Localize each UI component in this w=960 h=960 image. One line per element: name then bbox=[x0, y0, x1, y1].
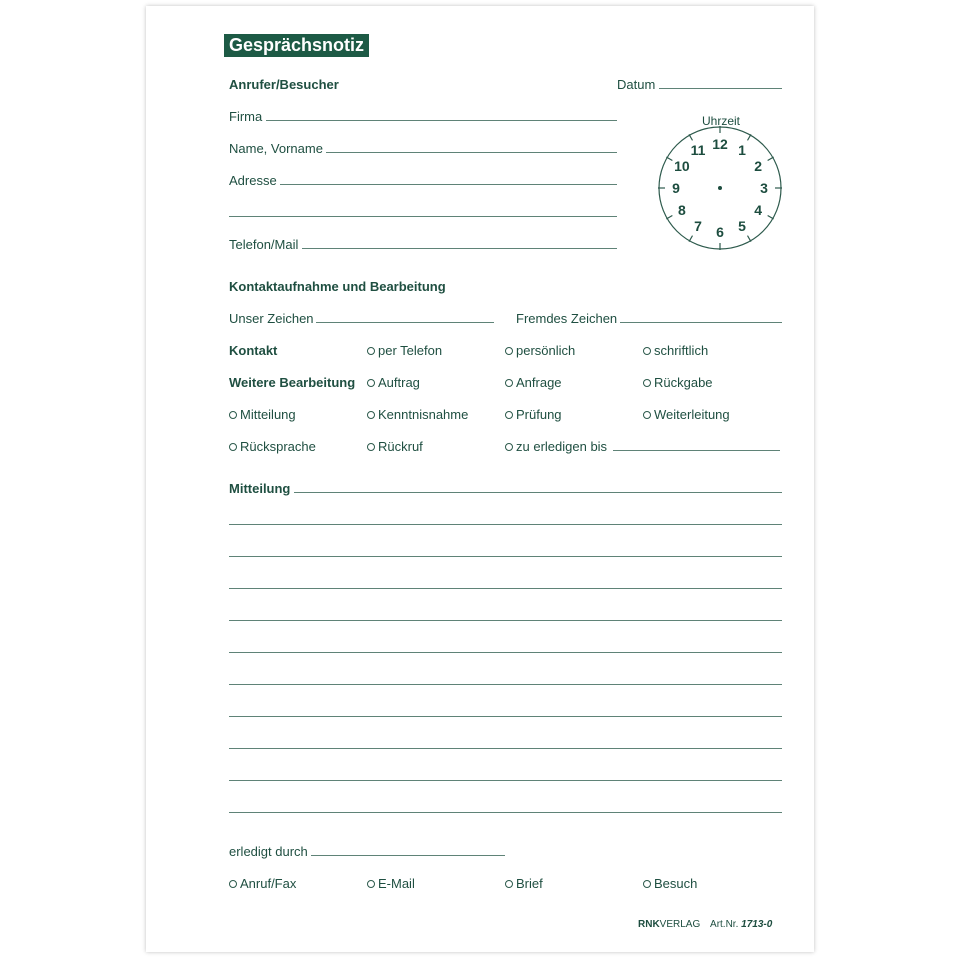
clock-tick bbox=[666, 157, 672, 161]
weitere-option-rueckruf[interactable] bbox=[367, 439, 423, 454]
clock-number-11: 11 bbox=[690, 141, 706, 158]
telefon-label: Telefon/Mail bbox=[229, 237, 299, 252]
erledigt-field-line[interactable] bbox=[311, 855, 505, 856]
option-label: E-Mail bbox=[378, 876, 415, 891]
unser-zeichen-field-line[interactable] bbox=[316, 322, 494, 323]
option-label: Mitteilung bbox=[240, 407, 296, 422]
clock-label: Uhrzeit bbox=[701, 114, 741, 128]
weitere-option-zu-erledigen[interactable] bbox=[505, 439, 607, 454]
kontakt-label: Kontakt bbox=[229, 343, 278, 358]
radio-icon[interactable] bbox=[505, 379, 513, 387]
adresse-field-line-2[interactable] bbox=[229, 216, 617, 217]
radio-icon[interactable] bbox=[505, 880, 513, 888]
clock-tick bbox=[748, 236, 752, 242]
done-option-anruf-fax[interactable] bbox=[229, 876, 296, 891]
clock-number-8: 8 bbox=[677, 202, 686, 218]
message-line[interactable] bbox=[229, 556, 782, 557]
message-line[interactable] bbox=[229, 812, 782, 813]
adresse-label: Adresse bbox=[229, 173, 277, 188]
kontakt-option-schriftlich[interactable] bbox=[643, 343, 708, 358]
radio-icon[interactable] bbox=[643, 379, 651, 387]
date-field-line[interactable] bbox=[659, 88, 782, 89]
option-label: Prüfung bbox=[516, 407, 562, 422]
weitere-option-anfrage[interactable] bbox=[505, 375, 562, 390]
clock-tick bbox=[666, 216, 672, 220]
message-line[interactable] bbox=[229, 652, 782, 653]
brand-rest: VERLAG bbox=[659, 919, 701, 930]
option-label: Brief bbox=[516, 876, 543, 891]
clock-number-9: 9 bbox=[672, 180, 680, 196]
weitere-option-rueckgabe[interactable] bbox=[643, 375, 713, 390]
weitere-option-mitteilung[interactable] bbox=[229, 407, 296, 422]
kontakt-option-persoenlich[interactable] bbox=[505, 343, 575, 358]
clock-face bbox=[650, 108, 792, 254]
option-label: Besuch bbox=[654, 876, 698, 891]
form-title: Gesprächsnotiz bbox=[224, 34, 369, 57]
weitere-option-kenntnisnahme[interactable] bbox=[367, 407, 468, 422]
clock-tick bbox=[689, 134, 693, 140]
option-label: schriftlich bbox=[654, 343, 709, 358]
weitere-option-auftrag[interactable] bbox=[367, 375, 420, 390]
clock-center-dot bbox=[718, 186, 722, 190]
firma-label: Firma bbox=[229, 109, 263, 124]
option-label: Weiterleitung bbox=[654, 407, 730, 422]
option-label: Rücksprache bbox=[240, 439, 316, 454]
radio-icon[interactable] bbox=[367, 411, 375, 419]
zu-erledigen-field-line[interactable] bbox=[613, 450, 780, 451]
radio-icon[interactable] bbox=[229, 880, 237, 888]
weitere-option-weiterleitung[interactable] bbox=[643, 407, 730, 422]
option-label: Rückgabe bbox=[654, 375, 713, 390]
radio-icon[interactable] bbox=[643, 411, 651, 419]
clock-tick bbox=[768, 157, 774, 161]
radio-icon[interactable] bbox=[505, 443, 513, 451]
clock-tick bbox=[689, 236, 693, 242]
message-line[interactable] bbox=[229, 524, 782, 525]
name-label: Name, Vorname bbox=[229, 141, 323, 156]
kontakt-option-telefon[interactable] bbox=[367, 343, 442, 358]
radio-icon[interactable] bbox=[367, 880, 375, 888]
clock-number-7: 7 bbox=[694, 218, 702, 235]
clock-number-1: 1 bbox=[738, 141, 746, 158]
option-label: Kenntnisnahme bbox=[378, 407, 469, 422]
option-label: Auftrag bbox=[378, 375, 420, 390]
clock-number-6: 6 bbox=[716, 224, 724, 240]
firma-field-line[interactable] bbox=[266, 120, 617, 121]
done-option-email[interactable] bbox=[367, 876, 415, 891]
date-label: Datum bbox=[617, 77, 656, 92]
brand-bold: RNK bbox=[638, 919, 660, 930]
option-label: zu erledigen bis bbox=[516, 439, 608, 454]
clock-tick bbox=[768, 216, 774, 220]
art-label: Art.Nr. bbox=[710, 919, 739, 930]
clock-number-3: 3 bbox=[760, 180, 768, 196]
fremdes-zeichen-label: Fremdes Zeichen bbox=[516, 311, 618, 326]
message-line[interactable] bbox=[229, 684, 782, 685]
caller-heading: Anrufer/Besucher bbox=[229, 77, 339, 92]
radio-icon[interactable] bbox=[643, 347, 651, 355]
footer bbox=[638, 919, 772, 930]
weitere-label: Weitere Bearbeitung bbox=[229, 375, 356, 390]
radio-icon[interactable] bbox=[367, 379, 375, 387]
unser-zeichen-label: Unser Zeichen bbox=[229, 311, 314, 326]
done-option-brief[interactable] bbox=[505, 876, 543, 891]
weitere-option-ruecksprache[interactable] bbox=[229, 439, 316, 454]
mitteilung-field-line[interactable] bbox=[294, 492, 782, 493]
option-label: Anfrage bbox=[516, 375, 562, 390]
option-label: per Telefon bbox=[378, 343, 443, 358]
message-line[interactable] bbox=[229, 620, 782, 621]
fremdes-zeichen-field-line[interactable] bbox=[620, 322, 782, 323]
art-number: 1713-0 bbox=[741, 919, 773, 930]
radio-icon[interactable] bbox=[229, 411, 237, 419]
adresse-field-line[interactable] bbox=[280, 184, 617, 185]
clock-number-5: 5 bbox=[738, 218, 746, 235]
radio-icon[interactable] bbox=[229, 443, 237, 451]
clock-number-4: 4 bbox=[754, 202, 763, 218]
option-label: persönlich bbox=[516, 343, 576, 358]
radio-icon[interactable] bbox=[643, 880, 651, 888]
weitere-option-pruefung[interactable] bbox=[505, 407, 562, 422]
message-line[interactable] bbox=[229, 588, 782, 589]
radio-icon[interactable] bbox=[505, 411, 513, 419]
radio-icon[interactable] bbox=[367, 347, 375, 355]
message-line[interactable] bbox=[229, 748, 782, 749]
clock-number-10: 10 bbox=[674, 158, 690, 174]
done-option-besuch[interactable] bbox=[643, 876, 697, 891]
radio-icon[interactable] bbox=[367, 443, 375, 451]
clock-tick bbox=[748, 134, 752, 140]
erledigt-label: erledigt durch bbox=[229, 844, 308, 859]
option-label: Rückruf bbox=[378, 439, 423, 454]
option-label: Anruf/Fax bbox=[240, 876, 297, 891]
radio-icon[interactable] bbox=[505, 347, 513, 355]
contact-heading: Kontaktaufnahme und Bearbeitung bbox=[229, 279, 446, 294]
clock-number-2: 2 bbox=[754, 158, 763, 174]
message-line[interactable] bbox=[229, 780, 782, 781]
telefon-field-line[interactable] bbox=[302, 248, 617, 249]
mitteilung-heading: Mitteilung bbox=[229, 481, 291, 496]
name-field-line[interactable] bbox=[326, 152, 617, 153]
clock-number-12: 12 bbox=[712, 136, 728, 152]
message-line[interactable] bbox=[229, 716, 782, 717]
